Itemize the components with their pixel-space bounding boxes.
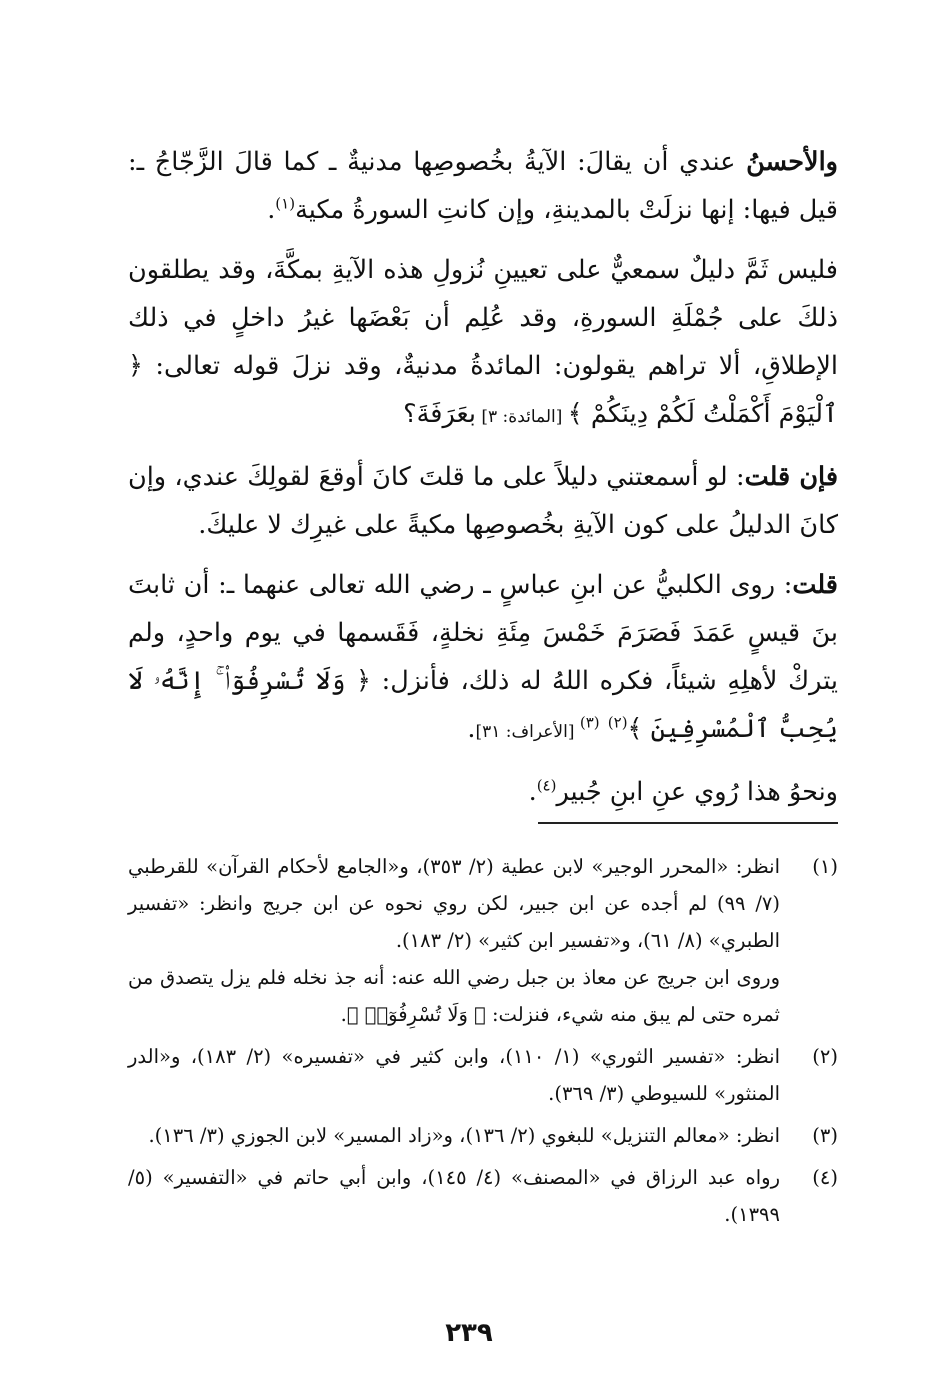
quran-verse: ﴿ ٱلْيَوْمَ أَكْمَلْتُ لَكُمْ دِينَكُمْ ﴾ — [128, 351, 838, 429]
paragraph-end: . — [528, 777, 537, 807]
footnote-ref[interactable]: (٣) — [579, 713, 600, 732]
paragraph-4 — [128, 561, 838, 756]
footnote-ref[interactable]: (٤) — [536, 776, 557, 795]
footnote-text: انظر: «معالم التنزيل» للبغوي (٢/ ١٣٦)، و«زاد المسير» لابن الجوزي (٣/ ١٣٦). — [148, 1124, 780, 1147]
footnote-text: وروى ابن جريج عن معاذ بن جبل رضي الله عنه: أنه جذ نخله فلم يزل يتصدق من ثمره حتى لم يبق منه شيء، فنزلت: ﴿ وَلَا تُسْرِفُوٓا۟ ﴾. — [128, 966, 780, 1026]
footnote-ref[interactable]: (٢) — [607, 713, 628, 732]
paragraph-text: ونحوُ هذا رُوي عنِ ابنِ جُبير — [556, 777, 838, 807]
footnote-text: انظر: «المحرر الوجير» لابن عطية (٢/ ٣٥٣)، و«الجامع لأحكام القرآن» للقرطبي (٧/ ٩٩) لم أجده عن ابن جبير، لكن روي نحوه عن ابن جريج وانظر: «تفسير الطبري» (٨/ ٦١)، و«تفسير ابن كثير» (٢/ ١٨٣). — [128, 855, 780, 952]
footnote-4 — [128, 1159, 838, 1233]
lead-word: والأحسنُ — [746, 147, 838, 177]
footnote-2 — [128, 1038, 838, 1112]
lead-word: فإن قلت — [744, 462, 839, 492]
footnote-text: رواه عبد الرزاق في «المصنف» (٤/ ١٤٥)، وابن أبي حاتم في «التفسير» (٥/ ١٣٩٩). — [128, 1166, 780, 1226]
paragraph-end: بعَرَفَةَ؟ — [403, 399, 476, 429]
footnote-divider — [538, 822, 838, 824]
lead-word: قلت — [792, 570, 838, 600]
footnotes — [128, 848, 838, 1238]
footnote-number: (١) — [812, 855, 838, 878]
footnote-number: (٤) — [812, 1166, 838, 1189]
footnote-1 — [128, 848, 838, 1033]
footnote-3 — [128, 1117, 838, 1154]
page-number: ٢٣٩ — [445, 1318, 493, 1348]
footnote-number: (٢) — [812, 1045, 838, 1068]
paragraph-3 — [128, 453, 838, 549]
quran-verse: ﴿ وَلَا تُسْرِفُوٓا۟ ۚ إِنَّهُۥ لَا يُحِبُّ ٱلْمُسْرِفِينَ ﴾ — [128, 666, 838, 744]
paragraph-end: . — [267, 195, 276, 225]
paragraph-end: . — [467, 714, 476, 744]
paragraph-1 — [128, 138, 838, 234]
paragraph-5 — [128, 768, 838, 816]
footnote-ref[interactable]: (١) — [275, 194, 296, 213]
paragraph-text: فليس ثَمَّ دليلٌ سمعيٌّ على تعيينِ نُزولِ هذه الآيةِ بمكَّةَ، وقد يطلقون ذلكَ على جُمْلَةِ السورةِ، وقد عُلِم أن بَعْضَها غيرُ داخلٍ في ذلك الإطلاقِ، ألا تراهم يقولون: المائدةُ مدنيةٌ، وقد نزلَ قوله تعالى: — [128, 255, 838, 381]
verse-citation: [المائدة: ٣] — [475, 407, 568, 427]
footnote-number: (٣) — [812, 1124, 838, 1147]
footnote-text: انظر: «تفسير الثوري» (١/ ١١٠)، وابن كثير في «تفسيره» (٢/ ١٨٣)، و«الدر المنثور» للسيوطي (٣/ ٣٦٩). — [128, 1045, 780, 1105]
verse-citation: [الأعراف: ٣١] — [475, 722, 580, 742]
main-text — [128, 138, 838, 828]
paragraph-2 — [128, 246, 838, 441]
paragraph-text: عندي أن يقالَ: الآيةُ بخُصوصِها مدنيةٌ ـ كما قالَ الزَّجّاجُ ـ: قيل فيها: إنها نزلَتْ بالمدينةِ، وإن كانتِ السورةُ مكية — [128, 147, 838, 225]
paragraph-text: : روى الكلبيُّ عن ابنِ عباسٍ ـ رضي الله تعالى عنهما ـ: أن ثابتَ بنَ قيسٍ عَمَدَ فَصَرَمَ خَمْسَ مِئَةِ نخلةٍ، فَقَسمها في يوم واحدٍ، ولم يتركْ لأهلِهِ شيئاً، فكره اللهُ له ذلك، فأنزل: — [128, 570, 838, 696]
paragraph-text: : لو أسمعتني دليلاً على ما قلتَ كانَ أوقعَ لقولِكَ عندي، وإن كانَ الدليلُ على كون الآيةِ بخُصوصِها مكيةً على غيرِك لا عليكَ. — [128, 462, 838, 540]
